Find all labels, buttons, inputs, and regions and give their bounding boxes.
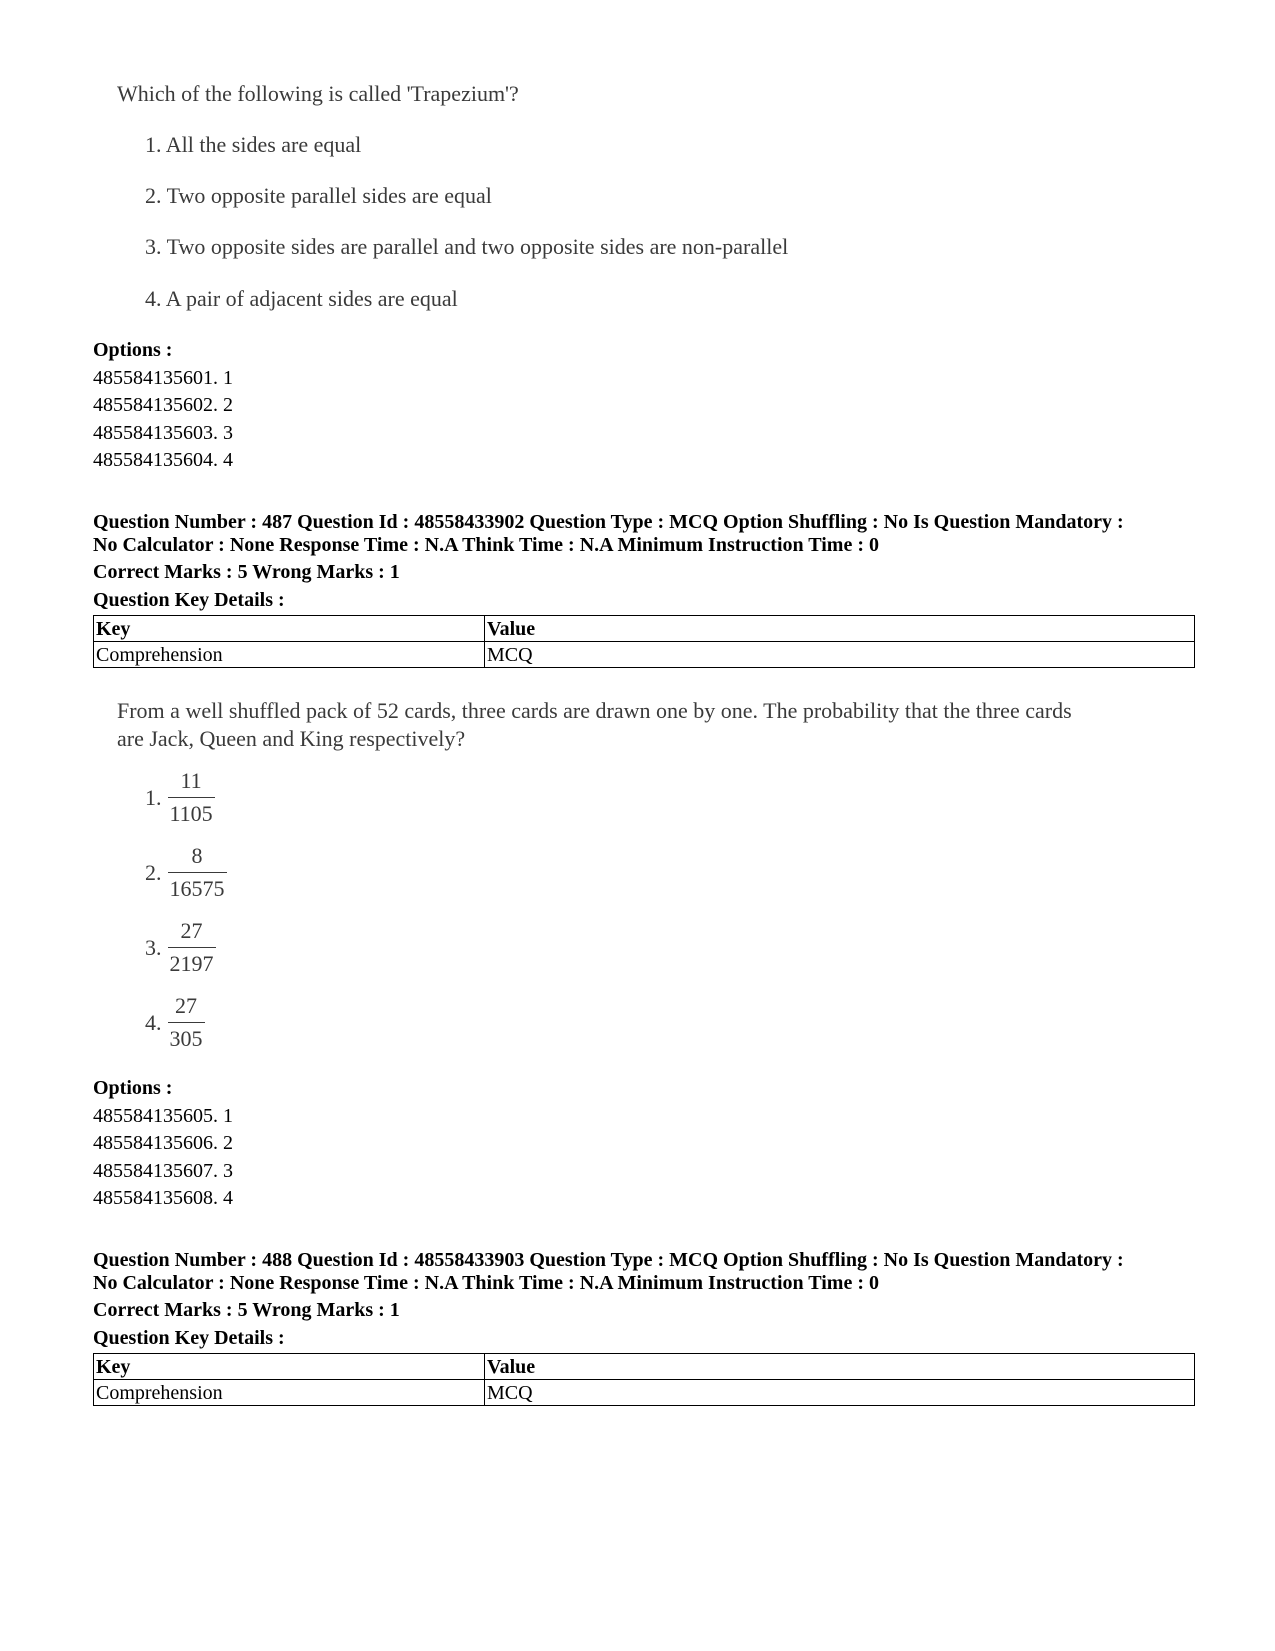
option-item: 485584135602. 2: [93, 394, 233, 416]
key-details-label: Question Key Details :: [93, 1327, 285, 1349]
marks-line: Correct Marks : 5 Wrong Marks : 1: [93, 1299, 400, 1321]
table-header-cell: Value: [485, 1354, 1195, 1380]
numerator: 27: [175, 993, 197, 1018]
question-stem-line: From a well shuffled pack of 52 cards, three cards are drawn one by one. The probability that the three cards: [117, 698, 1072, 723]
marks-line: Correct Marks : 5 Wrong Marks : 1: [93, 561, 400, 583]
question-stem: [117, 697, 1072, 753]
fraction: [168, 769, 215, 826]
fraction-choice: [145, 844, 227, 901]
option-item: 485584135605. 1: [93, 1105, 233, 1127]
table-header-cell: Key: [94, 1354, 485, 1380]
fraction: [168, 994, 205, 1051]
option-item: 485584135603. 3: [93, 422, 233, 444]
denominator: 2197: [168, 947, 216, 976]
choice-number: 3.: [145, 934, 162, 960]
choice-number: 2.: [145, 859, 162, 885]
question-choice: 4. A pair of adjacent sides are equal: [145, 286, 458, 311]
fraction-choice: [145, 994, 205, 1051]
table-cell: MCQ: [485, 1380, 1195, 1406]
table-header-row: [94, 1354, 1195, 1380]
numerator: 8: [191, 843, 203, 868]
option-item: 485584135604. 4: [93, 449, 233, 471]
option-item: 485584135608. 4: [93, 1187, 233, 1209]
question-meta: No Calculator : None Response Time : N.A Think Time : N.A Minimum Instruction Time : 0: [93, 1272, 879, 1294]
denominator: 305: [168, 1022, 205, 1051]
table-cell: MCQ: [485, 642, 1195, 668]
fraction: [168, 919, 216, 976]
table-cell: Comprehension: [94, 1380, 485, 1406]
denominator: 16575: [168, 872, 227, 901]
question-meta: Question Number : 488 Question Id : 48558433903 Question Type : MCQ Option Shuffling : No Is Question Mandatory :: [93, 1249, 1124, 1271]
options-label: Options :: [93, 339, 173, 361]
table-header-cell: Value: [485, 616, 1195, 642]
key-details-table: [93, 1353, 1195, 1406]
question-meta: No Calculator : None Response Time : N.A Think Time : N.A Minimum Instruction Time : 0: [93, 534, 879, 556]
table-header-row: [94, 616, 1195, 642]
option-item: 485584135607. 3: [93, 1160, 233, 1182]
key-details-label: Question Key Details :: [93, 589, 285, 611]
numerator: 11: [180, 768, 202, 793]
question-choice: 1. All the sides are equal: [145, 132, 362, 157]
table-row: [94, 1380, 1195, 1406]
choice-number: 1.: [145, 784, 162, 810]
table-header-cell: Key: [94, 616, 485, 642]
question-choice: 3. Two opposite sides are parallel and two opposite sides are non-parallel: [145, 234, 789, 259]
fraction: [168, 844, 227, 901]
options-label: Options :: [93, 1077, 173, 1099]
option-item: 485584135606. 2: [93, 1132, 233, 1154]
fraction-choice: [145, 769, 215, 826]
choice-number: 4.: [145, 1009, 162, 1035]
question-meta: Question Number : 487 Question Id : 48558433902 Question Type : MCQ Option Shuffling : No Is Question Mandatory :: [93, 511, 1124, 533]
question-choice: 2. Two opposite parallel sides are equal: [145, 183, 492, 208]
numerator: 27: [180, 918, 203, 943]
option-item: 485584135601. 1: [93, 367, 233, 389]
fraction-choice: [145, 919, 216, 976]
denominator: 1105: [168, 797, 215, 826]
table-row: [94, 642, 1195, 668]
question-stem-line: are Jack, Queen and King respectively?: [117, 726, 466, 751]
key-details-table: [93, 615, 1195, 668]
table-cell: Comprehension: [94, 642, 485, 668]
question-stem: Which of the following is called 'Trapezium'?: [117, 81, 519, 106]
